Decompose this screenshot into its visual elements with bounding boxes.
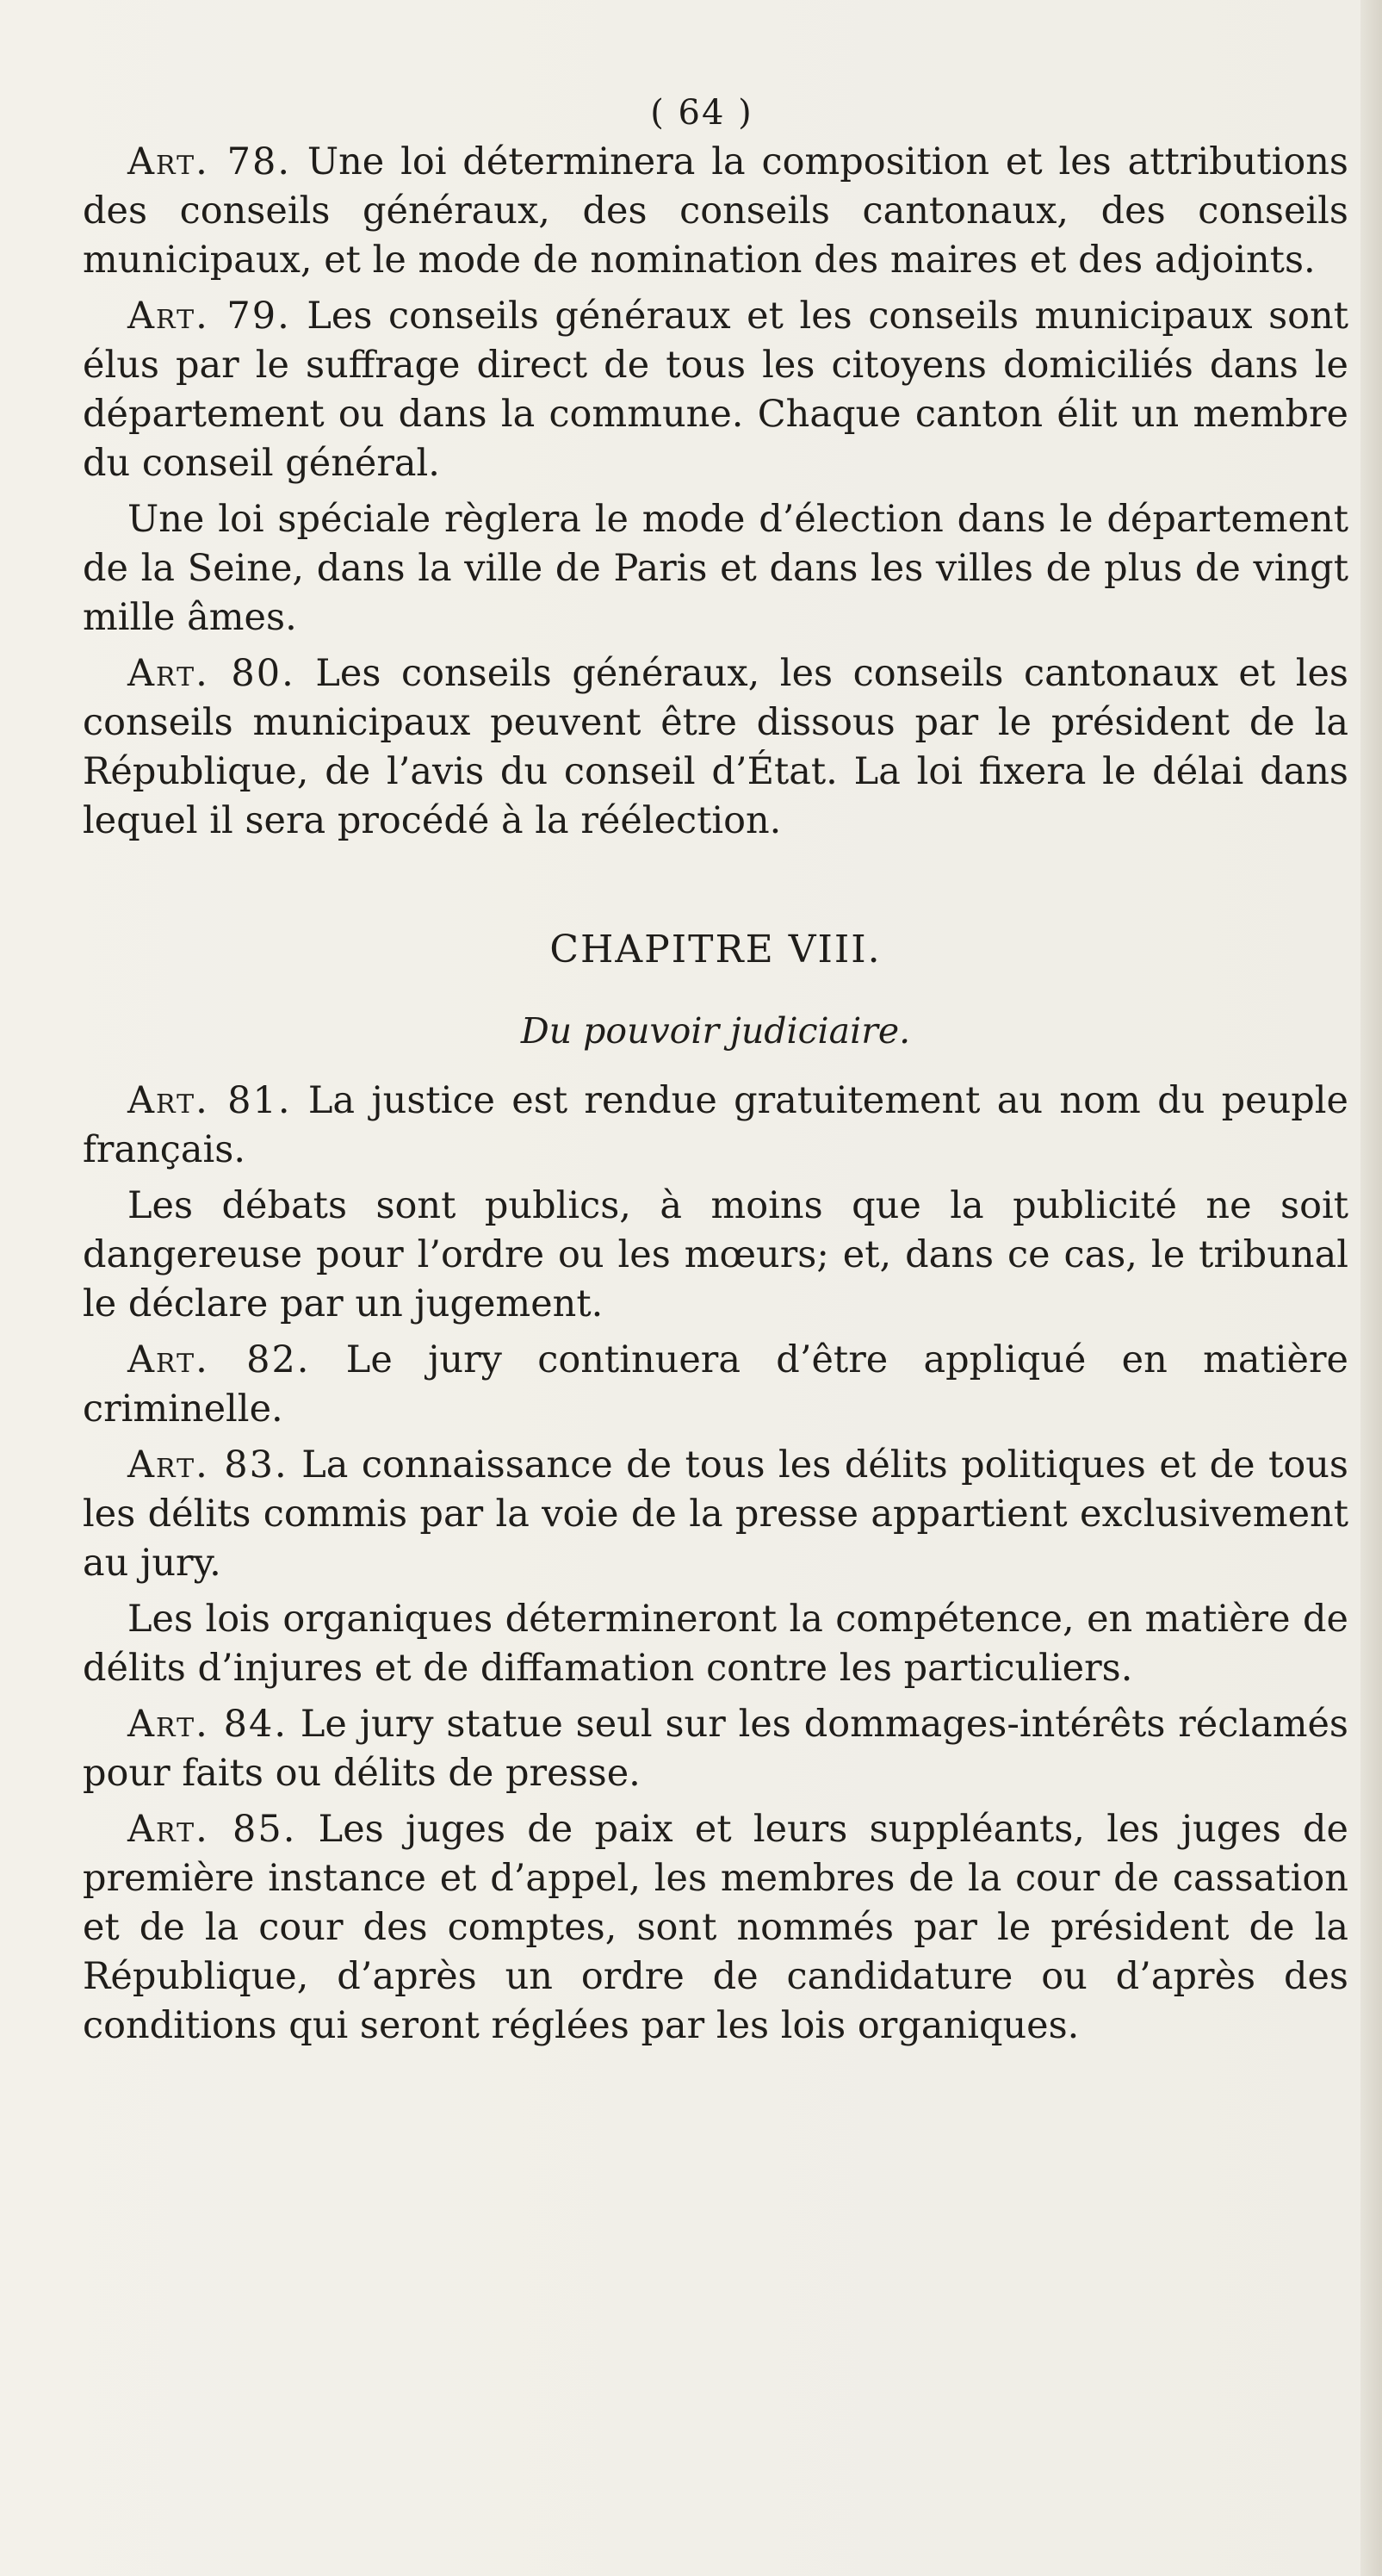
article-82 [83,1336,1348,1434]
article-label: Art. 81. [127,1079,292,1122]
paragraph-lois-organiques [83,1595,1348,1693]
paragraph-debats [83,1182,1348,1329]
article-text: Le jury continuera d’être appliqué en matière criminelle. [83,1338,1348,1431]
chapter-subtitle: Du pouvoir judiciaire. [520,1010,911,1052]
article-label: Art. 84. [127,1703,288,1746]
article-label: Art. 80. [127,652,295,695]
paragraph-text: Les lois organiques détermineront la compétence, en matière de délits d’injures et de diffamation contre les particuliers. [83,1598,1348,1690]
article-label: Art. 82. [127,1338,311,1381]
article-81 [83,1077,1348,1175]
article-text: La justice est rendue gratuitement au nom du peuple français. [83,1079,1349,1171]
chapter-title: CHAPITRE VIII. [549,928,882,971]
paragraph-seine [83,495,1348,642]
article-84 [83,1700,1348,1798]
article-83 [83,1441,1348,1588]
article-79 [83,292,1348,488]
article-text: Les conseils généraux, les conseils cantonaux et les conseils municipaux peuvent être dissous par le président de la République, de l’avis du conseil d’État. La loi fixera le délai dans lequel il sera procédé à la réélection. [83,652,1348,842]
article-80 [83,649,1348,846]
article-label: Art. 78. [127,140,292,183]
article-text: Une loi déterminera la composition et les attributions des conseils généraux, des conseils cantonaux, des conseils municipaux, et le mode de nomination des maires et des adjoints. [83,140,1348,282]
article-label: Art. 79. [127,295,291,338]
page-number: ( 64 ) [650,93,753,133]
article-label: Art. 83. [127,1443,288,1487]
article-text: Le jury statue seul sur les dommages-intérêts réclamés pour faits ou délits de presse. [83,1703,1348,1795]
paragraph-text: Une loi spéciale règlera le mode d’élection dans le département de la Seine, dans la ville de Paris et dans les villes de plus de vingt mille âmes. [83,498,1348,639]
article-text: Les conseils généraux et les conseils municipaux sont élus par le suffrage direct de tous les citoyens domiciliés dans le département ou dans la commune. Chaque canton élit un membre du conseil général. [83,295,1349,485]
paragraph-text: Les débats sont publics, à moins que la publicité ne soit dangereuse pour l’ordre ou les mœurs; et, dans ce cas, le tribunal le déclare par un jugement. [83,1184,1348,1325]
article-85 [83,1805,1348,2051]
document-body [83,138,1348,2058]
article-label: Art. 85. [127,1808,297,1851]
article-text: La connaissance de tous les délits politiques et de tous les délits commis par la voie de la presse appartient exclusivement au jury. [83,1443,1348,1585]
article-text: Les juges de paix et leurs suppléants, les juges de première instance et d’appel, les membres de la cour de cassation et de la cour des comptes, sont nommés par le président de la République, d’après un ordre de candidature ou d’après des conditions qui seront réglées par les lois organiques. [83,1808,1348,2047]
article-78 [83,138,1348,285]
page-edge [1360,0,1382,2576]
